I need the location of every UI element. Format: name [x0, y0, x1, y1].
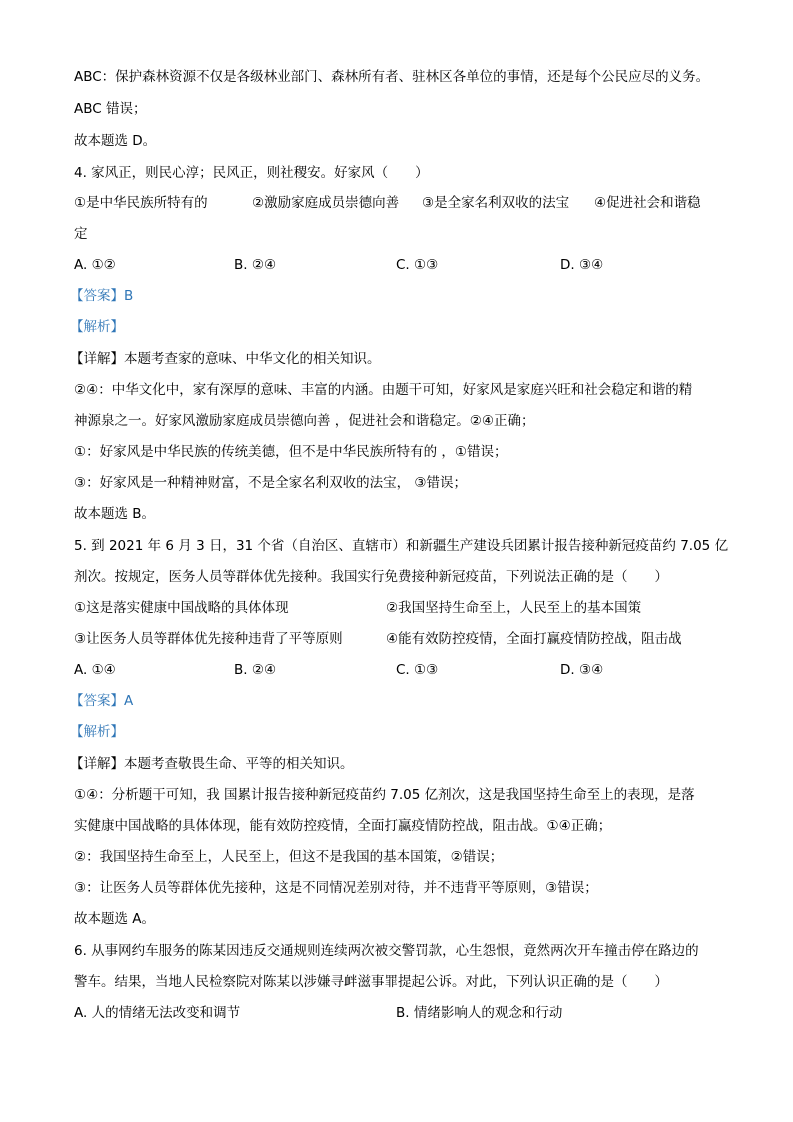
q4-statement-2: ②激励家庭成员崇德向善	[252, 195, 400, 211]
q4-option-a: A. ①②	[74, 257, 116, 273]
q4-option-b: B. ②④	[234, 257, 277, 273]
q5-option-a: A. ①④	[74, 662, 116, 678]
q4-detail-line: ②④：中华文化中，家有深厚的意味、丰富的内涵。由题干可知，好家风是家庭兴旺和社会稳定和谐的精	[74, 382, 693, 398]
q5-detail-line: 实健康中国战略的具体体现，能有效防控疫情，全面打赢疫情防控战，阻击战。①④正确；	[74, 818, 612, 834]
q5-stem: 剂次。按规定，医务人员等群体优先接种。我国实行免费接种新冠疫苗，下列说法正确的是（ ）	[74, 569, 668, 585]
q3-analysis-line: ABC：保护森林资源不仅是各级林业部门、森林所有者、驻林区各单位的事情，还是每个公民应尽的义务。	[74, 69, 710, 85]
q4-options-row	[74, 256, 724, 274]
q6-stem: 警车。结果，当地人民检察院对陈某以涉嫌寻衅滋事罪提起公诉。对此，下列认识正确的是（ ）	[74, 974, 668, 990]
q4-statements-row	[74, 194, 724, 212]
q5-stem: 5. 到 2021 年 6 月 3 日，31 个省（自治区、直辖市）和新疆生产建设兵团累计报告接种新冠疫苗约 7.05 亿	[74, 538, 729, 554]
q4-statement-4-wrap: 定	[74, 226, 88, 242]
q4-answer: 【答案】B	[70, 288, 134, 304]
q5-detail-line: ③：让医务人员等群体优先接种，这是不同情况差别对待，并不违背平等原则，③错误；	[74, 880, 598, 896]
q5-statement-1: ①这是落实健康中国战略的具体体现	[74, 600, 289, 616]
q5-detail-line: 【详解】本题考查敬畏生命、平等的相关知识。	[70, 756, 354, 772]
q4-detail-line: 神源泉之一。好家风激励家庭成员崇德向善 ，促进社会和谐稳定。②④正确；	[74, 413, 535, 429]
q6-option-a: A. 人的情绪无法改变和调节	[74, 1005, 241, 1021]
q4-stem: 4. 家风正，则民心淳；民风正，则社稷安。好家风（ ）	[74, 165, 429, 181]
q5-options-row	[74, 661, 724, 679]
q5-analysis-label: 【解析】	[70, 724, 124, 740]
q6-option-b: B. 情绪影响人的观念和行动	[396, 1005, 563, 1021]
q3-analysis-line: ABC 错误；	[74, 101, 147, 117]
q3-conclusion: 故本题选 D。	[74, 133, 157, 149]
q4-detail-line: 【详解】本题考查家的意味、中华文化的相关知识。	[70, 351, 381, 367]
q4-conclusion: 故本题选 B。	[74, 506, 156, 522]
q5-statement-2: ②我国坚持生命至上，人民至上的基本国策	[386, 600, 642, 616]
q5-statement-3: ③让医务人员等群体优先接种违背了平等原则	[74, 631, 343, 647]
q5-detail-line: ②：我国坚持生命至上，人民至上，但这不是我国的基本国策，②错误；	[74, 849, 504, 865]
q5-answer: 【答案】A	[70, 693, 134, 709]
q4-statement-4: ④促进社会和谐稳	[594, 195, 701, 211]
q5-option-b: B. ②④	[234, 662, 277, 678]
q4-detail-line: ③：好家风是一种精神财富，不是全家名利双收的法宝， ③错误；	[74, 475, 467, 491]
q4-detail-line: ①：好家风是中华民族的传统美德，但不是中华民族所特有的 ，①错误；	[74, 444, 508, 460]
q4-analysis-label: 【解析】	[70, 319, 124, 335]
q5-conclusion: 故本题选 A。	[74, 911, 156, 927]
q4-option-d: D. ③④	[560, 257, 604, 273]
q6-stem: 6. 从事网约车服务的陈某因违反交通规则连续两次被交警罚款，心生怨恨，竟然两次开车撞击停在路边的	[74, 943, 699, 959]
q5-statement-4: ④能有效防控疫情，全面打赢疫情防控战，阻击战	[386, 631, 682, 647]
q5-statements-row	[74, 630, 724, 648]
q5-statements-row	[74, 599, 724, 617]
q6-options-row	[74, 1004, 724, 1022]
q5-option-c: C. ①③	[396, 662, 439, 678]
q4-statement-1: ①是中华民族所特有的	[74, 195, 208, 211]
q4-option-c: C. ①③	[396, 257, 439, 273]
q4-statement-3: ③是全家名利双收的法宝	[422, 195, 570, 211]
q5-detail-line: ①④：分析题干可知，我 国累计报告接种新冠疫苗约 7.05 亿剂次，这是我国坚持生命至上的表现，是落	[74, 787, 695, 803]
q5-option-d: D. ③④	[560, 662, 604, 678]
